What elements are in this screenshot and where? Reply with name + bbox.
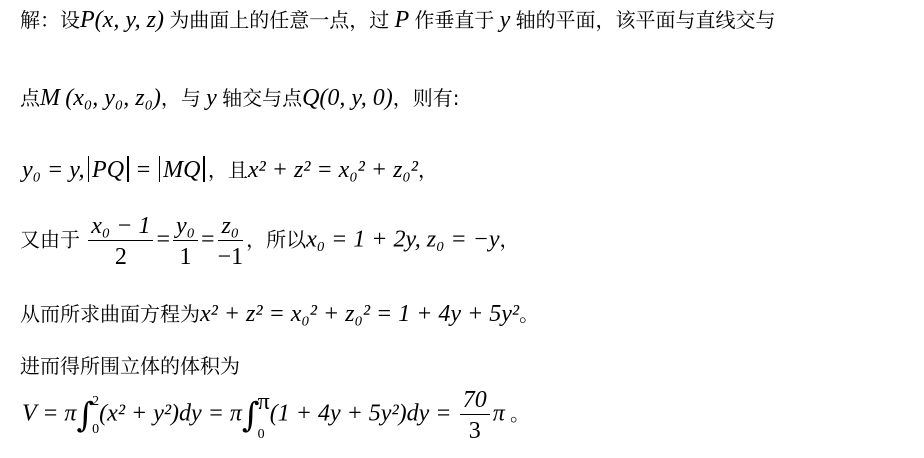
- line7-pi: π: [492, 400, 505, 427]
- line1-text-d: 轴的平面，该平面与直线交与: [515, 8, 776, 32]
- text-line-2: [20, 86, 459, 110]
- line2-text-c: 轴交与点: [222, 86, 303, 110]
- line2-text-d: ，则有:: [392, 86, 460, 110]
- line2-text-b: ，与: [160, 86, 201, 110]
- fraction-result-num: 70: [460, 388, 490, 415]
- line3-PQ: PQ: [92, 157, 125, 183]
- text-line-5: [20, 302, 539, 326]
- line7-integrand2: (1 + 4y + 5y²)dy =: [269, 400, 452, 427]
- integral-sign: ∫: [241, 395, 260, 436]
- integral-1-lower: 0: [92, 421, 100, 437]
- line2-point-M: M: [40, 85, 60, 111]
- line4-text-a: 又由于: [20, 227, 80, 252]
- fraction-y0: [173, 214, 198, 269]
- fraction-z0-den: −1: [217, 244, 244, 270]
- line4-text-b: ，所以: [246, 227, 307, 252]
- abs-bar: [203, 156, 205, 182]
- line7-integrand1: (x² + y²)dy = π: [99, 400, 242, 427]
- line1-coords: (x, y, z): [94, 7, 164, 33]
- line5-text-a: 从而所求曲面方程为: [20, 302, 200, 326]
- text-line-4: [20, 214, 520, 269]
- line2-point-Q: Q: [302, 85, 320, 111]
- fraction-x0-num: x₀ − 1: [88, 214, 153, 241]
- line3-MQ: MQ: [163, 157, 201, 183]
- line1-text-b: 为曲面上的任意一点，过: [169, 8, 390, 32]
- line3-expr2: x² + z² = x₀² + z₀²: [247, 157, 418, 183]
- text-line-3: [22, 156, 438, 182]
- fraction-z0-num: z₀: [218, 214, 244, 241]
- fraction-x0: [88, 214, 153, 269]
- line1-text-a: 解：设: [20, 8, 80, 32]
- line1-point-P: P: [80, 7, 95, 33]
- fraction-z0: [218, 214, 244, 269]
- line3-expr1: y₀ = y,: [22, 157, 85, 183]
- line2-qcoords: (0, y, 0): [319, 85, 393, 111]
- line2-text-a: 点: [20, 86, 40, 110]
- line3-text-b: ，且: [207, 158, 248, 182]
- fraction-y0-den: 1: [179, 244, 192, 270]
- line3-eq: =: [136, 157, 151, 183]
- fraction-result-den: 3: [468, 418, 481, 444]
- line4-text-c: ，: [499, 227, 520, 252]
- line6-text-a: 进而得所围立体的体积为: [20, 354, 240, 378]
- integral-2-upper: π: [257, 388, 270, 415]
- line5-expr: x² + z² = x₀² + z₀² = 1 + 4y + 5y²: [200, 301, 520, 327]
- integral-2-limits: [258, 390, 270, 442]
- line5-text-b: 。: [519, 302, 540, 326]
- fraction-y0-num: y₀: [173, 214, 198, 241]
- line3-text-c: ，: [417, 158, 438, 182]
- abs-bar: [127, 156, 129, 182]
- abs-bar: [88, 156, 90, 182]
- text-line-7: [22, 388, 530, 443]
- line1-var-y: y: [499, 7, 511, 33]
- line4-eq2: =: [201, 226, 215, 253]
- line2-var-y: y: [206, 85, 217, 111]
- line2-mcoords: (x₀, y₀, z₀): [65, 85, 161, 111]
- integral-1-upper: 2: [92, 393, 100, 409]
- integral-2-lower: 0: [257, 426, 265, 442]
- line1-text-c: 作垂直于: [414, 8, 495, 32]
- line4-eq1: =: [156, 226, 170, 253]
- text-line-6: [20, 356, 240, 377]
- fraction-result: [460, 388, 490, 443]
- fraction-x0-den: 2: [114, 244, 127, 270]
- line4-result: x₀ = 1 + 2y, z₀ = −y: [306, 226, 500, 253]
- abs-bar: [159, 156, 161, 182]
- line1-point-P2: P: [394, 7, 410, 33]
- text-line-1: [20, 8, 776, 32]
- integral-sign: ∫: [76, 395, 95, 436]
- line7-V: V = π: [22, 400, 77, 427]
- line7-end: 。: [510, 401, 531, 426]
